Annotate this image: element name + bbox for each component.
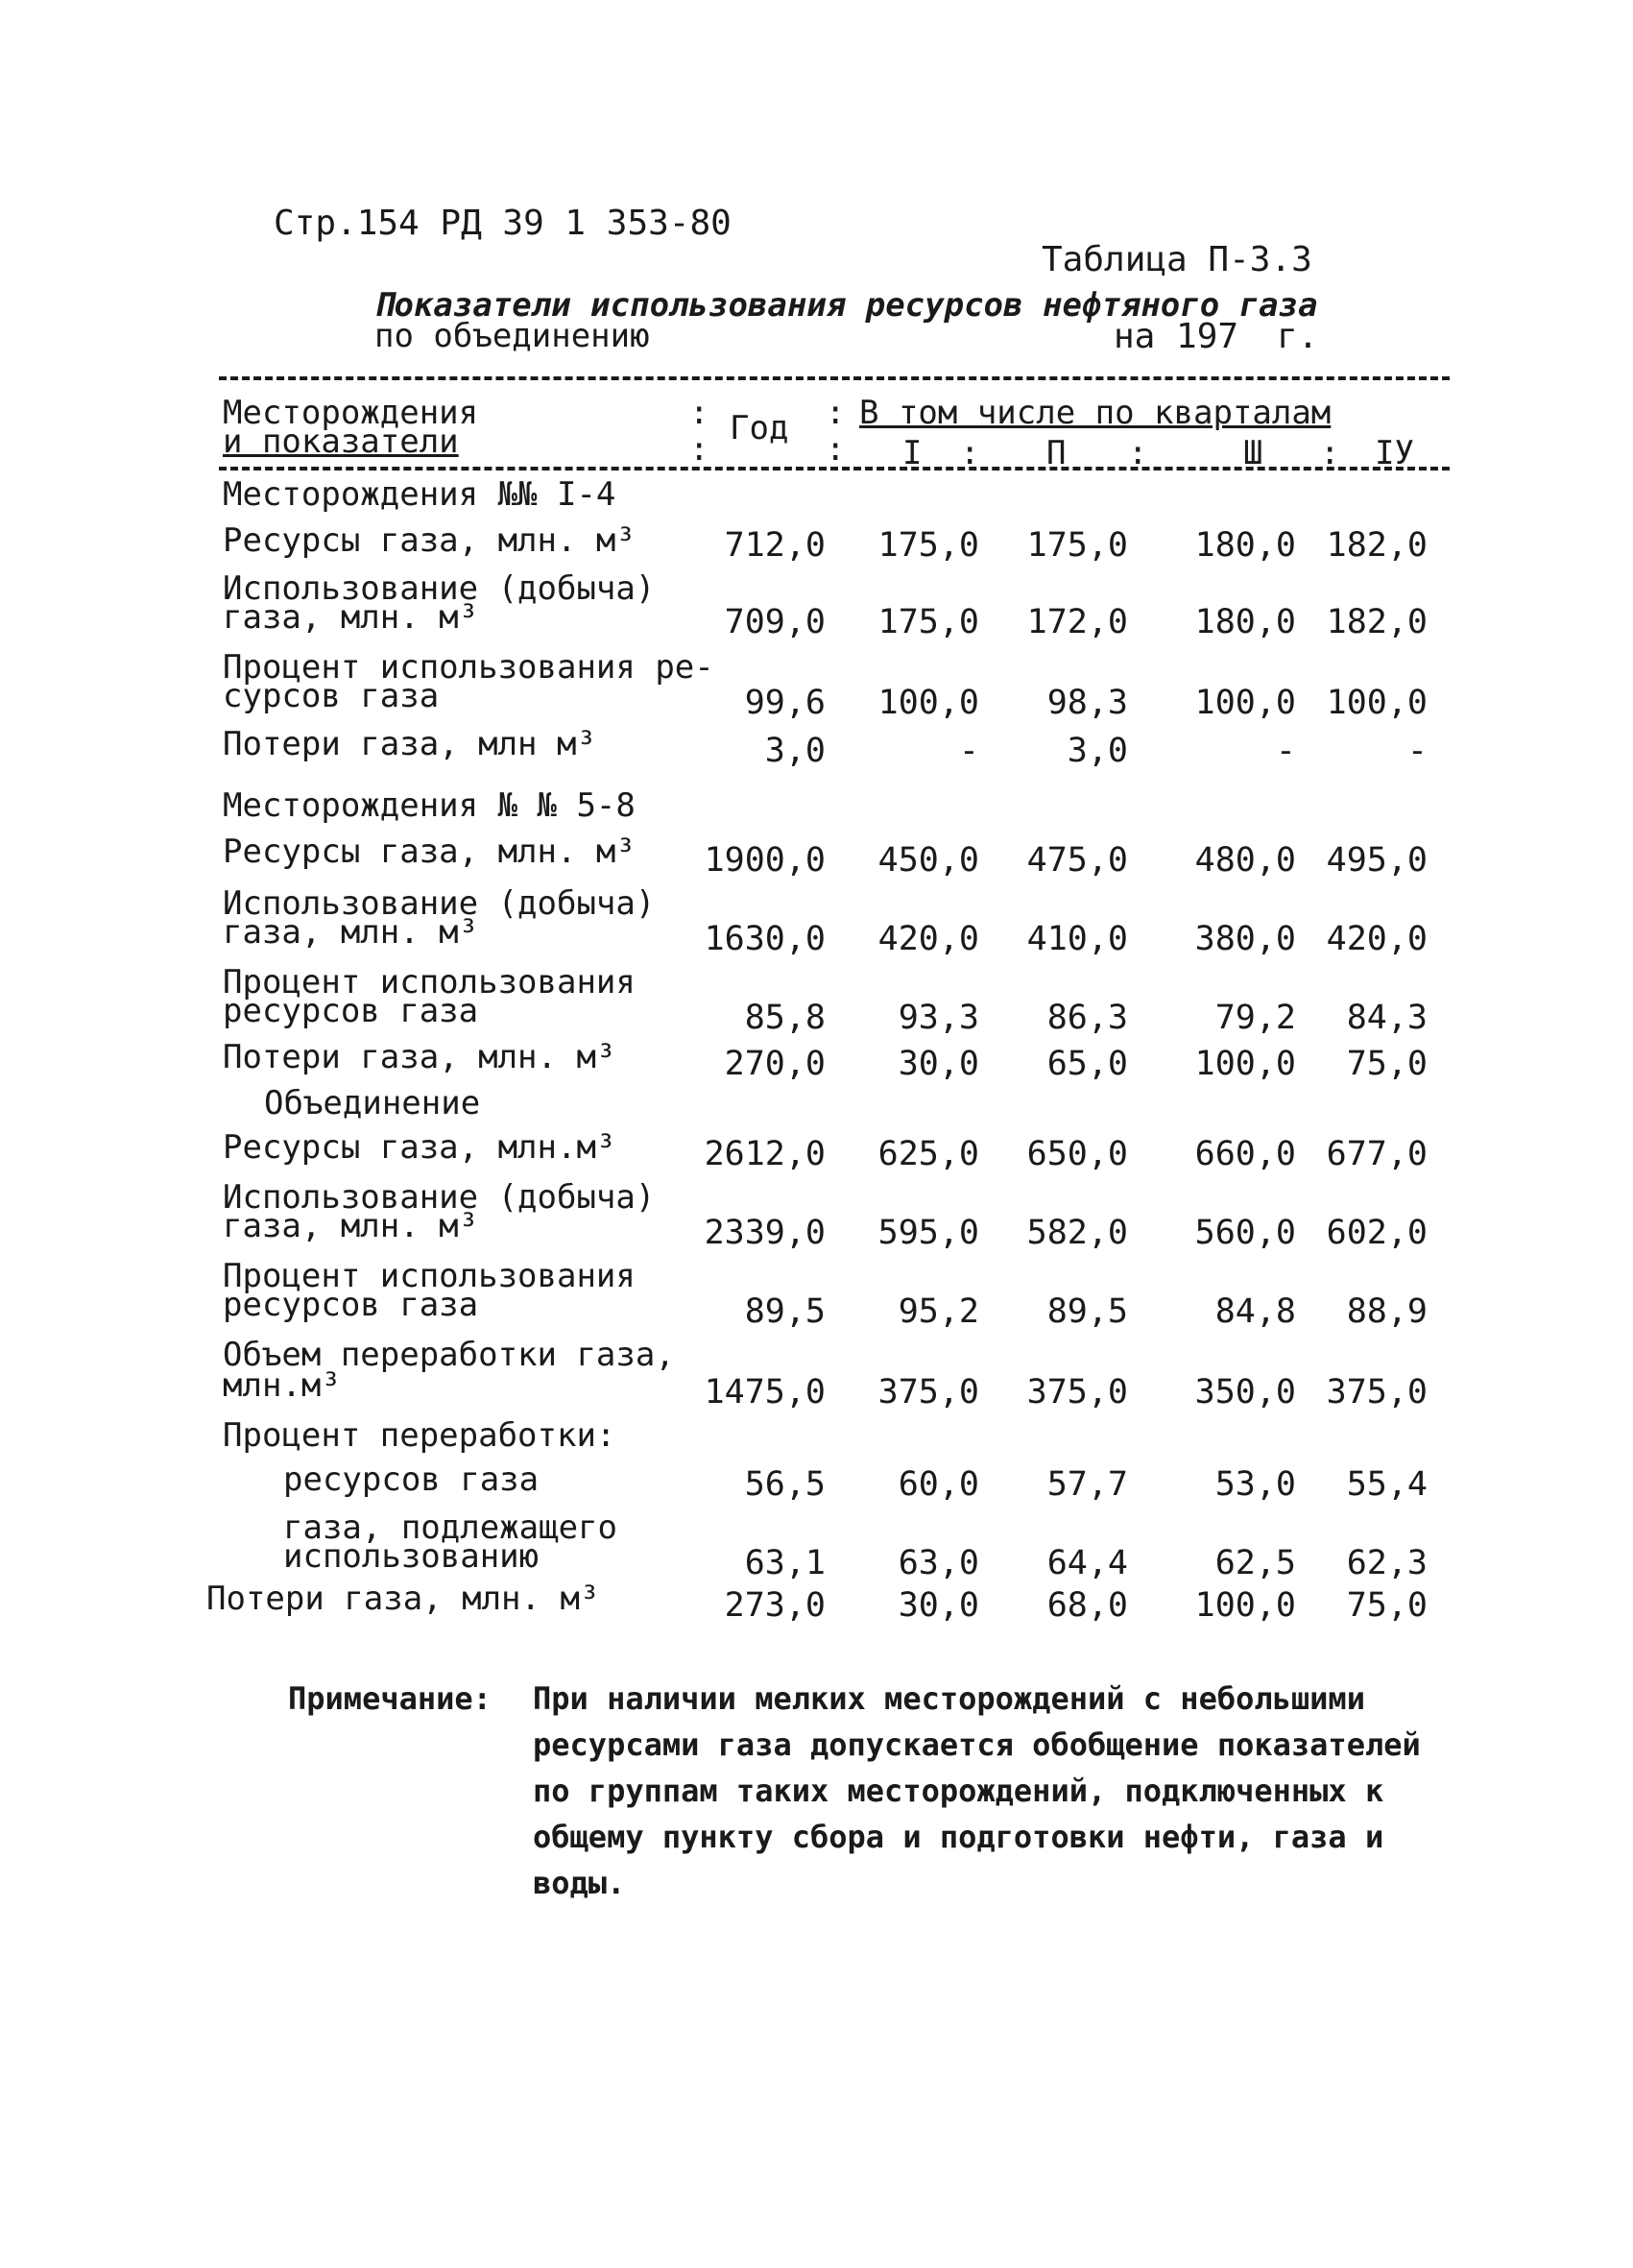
cell-year: 1900,0: [704, 841, 826, 880]
cell-year: 85,8: [744, 999, 826, 1037]
cell-q3: 180,0: [1194, 526, 1296, 565]
row-label-cont: газа, млн. м³: [223, 1207, 479, 1245]
cell-q3: 180,0: [1194, 603, 1296, 641]
section-title: Месторождения № № 5-8: [223, 786, 636, 825]
cell-q1: 175,0: [877, 526, 979, 565]
cell-q1: 30,0: [898, 1586, 979, 1625]
cell-q2: 582,0: [1026, 1214, 1128, 1252]
column-header-quarters: В том числе по кварталам: [859, 394, 1332, 432]
cell-q4: 420,0: [1326, 920, 1428, 958]
cell-q2: 410,0: [1026, 920, 1128, 958]
cell-q1: 100,0: [877, 684, 979, 722]
cell-q2: 172,0: [1026, 603, 1128, 641]
row-label: ресурсов газа: [283, 1460, 540, 1499]
note-line: по группам таких месторождений, подключенных к: [533, 1773, 1384, 1809]
cell-q1: 375,0: [877, 1373, 979, 1411]
cell-q1: -: [958, 732, 979, 770]
note-line: При наличии мелких месторождений с небольшими: [533, 1680, 1365, 1717]
row-label: Использование (добыча): [223, 1178, 656, 1217]
year-prefix: на 197: [1114, 317, 1239, 356]
column-header-q2: П: [1046, 434, 1067, 472]
section-title: Месторождения №№ I-4: [223, 475, 616, 514]
column-header-year: Год: [730, 409, 789, 447]
header-top-rule: [219, 376, 1450, 380]
cell-q3: 560,0: [1194, 1214, 1296, 1252]
row-label: Ресурсы газа, млн. м³: [223, 832, 636, 871]
cell-q4: 182,0: [1326, 526, 1428, 565]
cell-q3: 380,0: [1194, 920, 1296, 958]
cell-q4: 84,3: [1346, 999, 1428, 1037]
cell-q2: 86,3: [1046, 999, 1128, 1037]
row-label: Использование (добыча): [223, 884, 656, 923]
row-label-cont: газа, млн. м³: [223, 598, 479, 637]
cell-year: 270,0: [724, 1045, 826, 1083]
note-line: ресурсами газа допускается обобщение показателей: [533, 1726, 1421, 1763]
cell-q2: 57,7: [1046, 1465, 1128, 1504]
cell-q3: 100,0: [1194, 1045, 1296, 1083]
column-header-q1: I: [902, 434, 923, 472]
column-separator: :: [960, 434, 980, 472]
cell-q2: 375,0: [1026, 1373, 1128, 1411]
cell-year: 712,0: [724, 526, 826, 565]
row-label: Потери газа, млн. м³: [206, 1580, 600, 1618]
cell-year: 56,5: [744, 1465, 826, 1504]
cell-q2: 650,0: [1026, 1135, 1128, 1173]
column-separator: :: [1320, 434, 1340, 472]
cell-q1: 60,0: [898, 1465, 979, 1504]
cell-q4: 182,0: [1326, 603, 1428, 641]
cell-q3: 53,0: [1214, 1465, 1296, 1504]
cell-year: 2612,0: [704, 1135, 826, 1173]
cell-q1: 450,0: [877, 841, 979, 880]
cell-q2: 68,0: [1046, 1586, 1128, 1625]
cell-q1: 95,2: [898, 1292, 979, 1331]
cell-q2: 175,0: [1026, 526, 1128, 565]
cell-q4: 75,0: [1346, 1586, 1428, 1625]
column-separator: :: [826, 430, 846, 469]
cell-q4: 602,0: [1326, 1214, 1428, 1252]
cell-q3: 84,8: [1214, 1292, 1296, 1331]
cell-q1: 175,0: [877, 603, 979, 641]
column-header-q3: Ш: [1243, 434, 1263, 472]
row-label: Процент использования: [223, 963, 636, 1001]
cell-q2: 65,0: [1046, 1045, 1128, 1083]
cell-q3: -: [1275, 732, 1296, 770]
row-label: Потери газа, млн. м³: [223, 1038, 616, 1076]
cell-q4: -: [1406, 732, 1428, 770]
cell-year: 273,0: [724, 1586, 826, 1625]
row-label: Использование (добыча): [223, 569, 656, 608]
cell-q3: 79,2: [1214, 999, 1296, 1037]
column-separator: :: [1128, 434, 1148, 472]
cell-year: 2339,0: [704, 1214, 826, 1252]
cell-q1: 93,3: [898, 999, 979, 1037]
section-title: Объединение: [264, 1084, 481, 1122]
row-label: Ресурсы газа, млн.м³: [223, 1128, 616, 1167]
cell-q1: 595,0: [877, 1214, 979, 1252]
year-suffix: г.: [1277, 317, 1319, 356]
cell-q4: 55,4: [1346, 1465, 1428, 1504]
cell-q4: 100,0: [1326, 684, 1428, 722]
row-label-cont: ресурсов газа: [223, 1286, 479, 1324]
cell-year: 1475,0: [704, 1373, 826, 1411]
row-label: Ресурсы газа, млн. м³: [223, 521, 636, 560]
cell-year: 99,6: [744, 684, 826, 722]
row-label-cont: использованию: [283, 1537, 540, 1576]
cell-q4: 62,3: [1346, 1544, 1428, 1582]
column-separator: :: [689, 430, 709, 469]
page-reference: Стр.154 РД 39 1 353-80: [274, 204, 732, 243]
column-header-q4: IУ: [1375, 434, 1414, 472]
row-label-cont: газа, млн. м³: [223, 913, 479, 952]
row-label: Объем переработки газа,: [223, 1336, 675, 1374]
column-header-field-line1: Месторождения: [223, 394, 479, 432]
row-label: Процент использования: [223, 1257, 636, 1295]
cell-q2: 475,0: [1026, 841, 1128, 880]
cell-year: 89,5: [744, 1292, 826, 1331]
cell-q4: 677,0: [1326, 1135, 1428, 1173]
row-label: Процент использования ре-: [223, 648, 714, 687]
column-separator: :: [826, 394, 846, 432]
cell-q4: 88,9: [1346, 1292, 1428, 1331]
cell-q1: 625,0: [877, 1135, 979, 1173]
table-number: Таблица П-3.3: [1042, 240, 1312, 279]
cell-q1: 63,0: [898, 1544, 979, 1582]
row-label: Процент переработки:: [223, 1416, 616, 1455]
cell-q3: 62,5: [1214, 1544, 1296, 1582]
cell-q2: 64,4: [1046, 1544, 1128, 1582]
row-label: газа, подлежащего: [283, 1508, 617, 1547]
cell-year: 63,1: [744, 1544, 826, 1582]
cell-year: 3,0: [764, 732, 826, 770]
note-label: Примечание:: [288, 1680, 492, 1717]
row-label-cont: ресурсов газа: [223, 992, 479, 1030]
cell-q3: 100,0: [1194, 1586, 1296, 1625]
table-subtitle: по объединению: [374, 317, 650, 355]
row-label-cont: сурсов газа: [223, 677, 440, 715]
header-bottom-rule: [219, 467, 1450, 470]
cell-q1: 420,0: [877, 920, 979, 958]
cell-q3: 660,0: [1194, 1135, 1296, 1173]
cell-q3: 350,0: [1194, 1373, 1296, 1411]
row-label-cont: млн.м³: [223, 1366, 341, 1405]
cell-q4: 75,0: [1346, 1045, 1428, 1083]
cell-q4: 495,0: [1326, 841, 1428, 880]
cell-q3: 100,0: [1194, 684, 1296, 722]
row-label: Потери газа, млн м³: [223, 725, 596, 763]
column-separator: :: [689, 394, 709, 432]
cell-q1: 30,0: [898, 1045, 979, 1083]
column-header-field-line2: и показатели: [223, 422, 459, 461]
cell-q4: 375,0: [1326, 1373, 1428, 1411]
cell-q2: 98,3: [1046, 684, 1128, 722]
cell-year: 709,0: [724, 603, 826, 641]
cell-q3: 480,0: [1194, 841, 1296, 880]
table-title: Показатели использования ресурсов нефтяного газа: [374, 286, 1318, 325]
note-line: воды.: [533, 1865, 626, 1901]
cell-year: 1630,0: [704, 920, 826, 958]
cell-q2: 89,5: [1046, 1292, 1128, 1331]
note-line: общему пункту сбора и подготовки нефти, газа и: [533, 1819, 1384, 1855]
cell-q2: 3,0: [1067, 732, 1128, 770]
